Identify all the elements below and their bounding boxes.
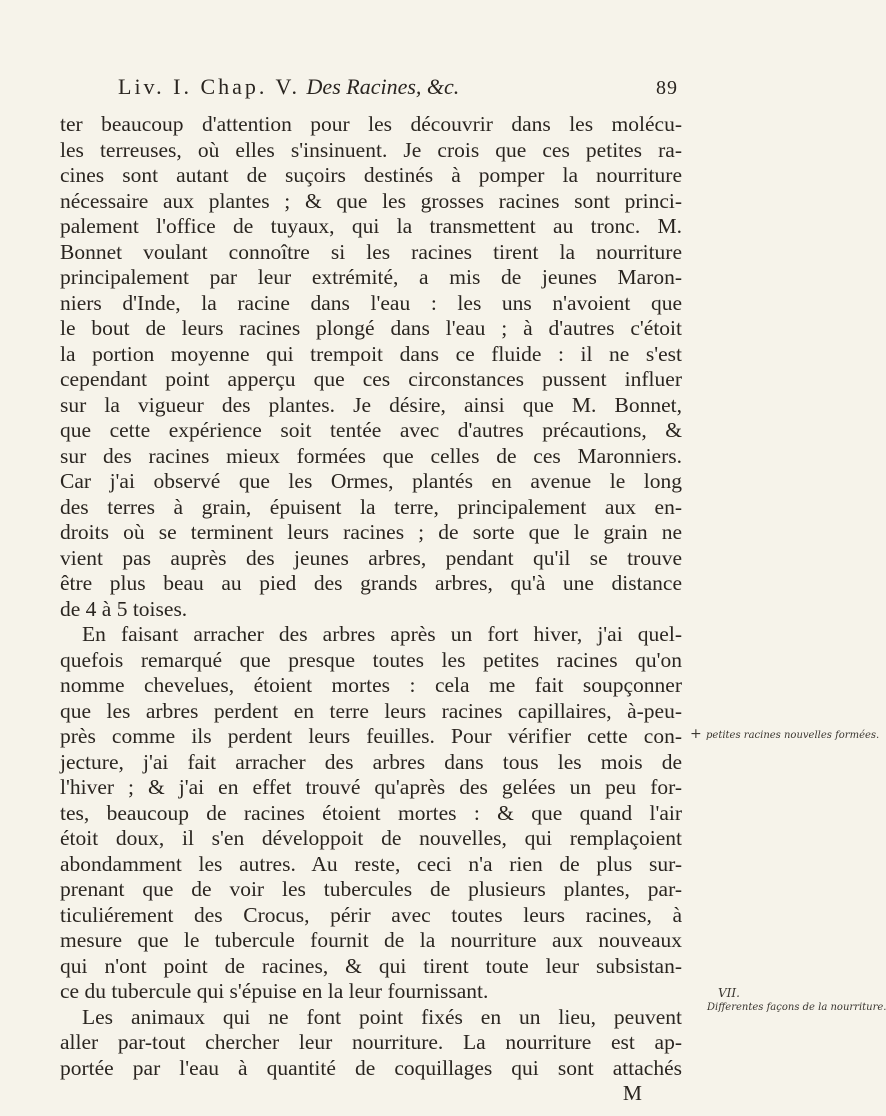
text-line: sur des racines mieux formées que celles de ces Maronniers.: [60, 443, 682, 468]
margin-section-mark: VII.: [718, 986, 740, 1000]
running-header: [118, 74, 678, 100]
text-line: sur la vigueur des plantes. Je désire, ainsi que M. Bonnet,: [60, 392, 682, 417]
text-line: les terreuses, où elles s'insinuent. Je crois que ces petites ra-: [60, 137, 682, 162]
text-line: cines sont autant de suçoirs destinés à pomper la nourriture: [60, 163, 682, 187]
text-line: nomme chevelues, étoient mortes : cela me fait soupçonner: [60, 673, 682, 697]
text-line: le bout de leurs racines plongé dans l'eau ; à d'autres c'étoit: [60, 316, 682, 340]
chapter-ref: Liv. I. Chap. V.: [118, 74, 301, 99]
text-line: qui n'ont point de racines, & qui tirent toute leur subsistan-: [60, 953, 682, 978]
running-title: [118, 74, 656, 100]
text-line: quefois remarqué que presque toutes les petites racines qu'on: [60, 647, 682, 672]
text-line: étoit doux, il s'en développoit de nouvelles, qui remplaçoient: [60, 826, 682, 850]
text-line: de 4 à 5 toises.: [60, 596, 188, 621]
text-line: principalement par leur extrémité, a mis de jeunes Maron-: [60, 265, 682, 289]
page-number: 89: [656, 77, 678, 99]
text-line: prenant que de voir les tubercules de plusieurs plantes, par-: [60, 877, 682, 901]
body-text: [60, 112, 682, 1107]
insertion-mark-icon: +: [690, 726, 702, 742]
text-line: cependant point apperçu que ces circonstances pussent influer: [60, 367, 682, 391]
text-line: que les arbres perdent en terre leurs racines capillaires, à-peu-: [60, 698, 682, 723]
text-line: portée par l'eau à quantité de coquillages qui sont attachés: [60, 1055, 682, 1080]
text-line: aller par-tout chercher leur nourriture. La nourriture est ap-: [60, 1030, 682, 1054]
text-line: palement l'office de tuyaux, qui la transmettent au tronc. M.: [60, 214, 682, 238]
text-line: abondamment les autres. Au reste, ceci n'a rien de plus sur-: [60, 851, 682, 876]
chapter-title: Des Racines, &c.: [306, 74, 460, 99]
text-line: En faisant arracher des arbres après un fort hiver, j'ai quel-: [82, 622, 682, 646]
text-line: mesure que le tubercule fournit de la nourriture aux nouveaux: [60, 928, 682, 952]
margin-note-handwritten: petites racines nouvelles formées.: [706, 730, 880, 741]
text-line: la portion moyenne qui trempoit dans ce fluide : il ne s'est: [60, 341, 682, 366]
text-line: niers d'Inde, la racine dans l'eau : les uns n'avoient que: [60, 290, 682, 315]
text-line: que cette expérience soit tentée avec d'autres précautions, &: [60, 418, 682, 442]
text-line: Bonnet voulant connoître si les racines tirent la nourriture: [60, 239, 682, 264]
text-line: Car j'ai observé que les Ormes, plantés en avenue le long: [60, 469, 682, 493]
text-line: ter beaucoup d'attention pour les découvrir dans les molécu-: [60, 112, 682, 136]
text-line: droits où se terminent leurs racines ; de sorte que le grain ne: [60, 520, 682, 544]
text-line: être plus beau au pied des grands arbres, qu'à une distance: [60, 571, 682, 595]
text-line: tes, beaucoup de racines étoient mortes : & que quand l'air: [60, 800, 682, 825]
margin-note-handwritten: Differentes façons de la nourriture.: [707, 1002, 886, 1013]
text-line: vient pas auprès des jeunes arbres, pendant qu'il se trouve: [60, 545, 682, 570]
text-line: jecture, j'ai fait arracher des arbres dans tous les mois de: [60, 749, 682, 774]
text-line: nécessaire aux plantes ; & que les grosses racines sont princi-: [60, 188, 682, 213]
text-line: Les animaux qui ne font point fixés en un lieu, peuvent: [82, 1004, 682, 1029]
text-line: des terres à grain, épuisent la terre, principalement aux en-: [60, 494, 682, 519]
catchword: M: [622, 1081, 642, 1105]
text-line: ce du tubercule qui s'épuise en la leur fournissant.: [60, 979, 489, 1003]
text-line: l'hiver ; & j'ai en effet trouvé qu'après des gelées un peu for-: [60, 775, 682, 799]
text-line: près comme ils perdent leurs feuilles. Pour vérifier cette con-: [60, 724, 682, 748]
text-line: ticuliérement des Crocus, périr avec toutes leurs racines, à: [60, 902, 682, 927]
